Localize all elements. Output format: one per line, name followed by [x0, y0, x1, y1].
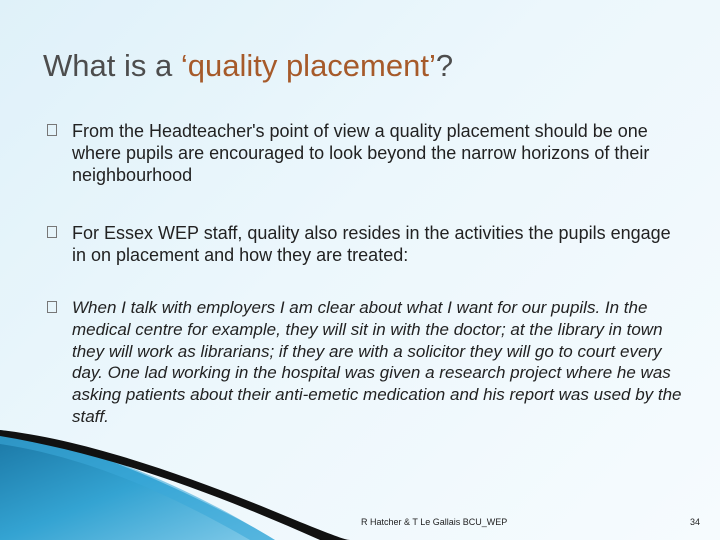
bullet-list — [46, 120, 686, 428]
title-text-end: ? — [435, 48, 454, 83]
title-accent-text: ‘quality placement’ — [180, 48, 436, 83]
bullet-text: For Essex WEP staff, quality also resides in the activities the pupils engage in on placement and how they are treated: — [72, 223, 671, 265]
bullet-item-quote — [46, 297, 686, 428]
square-bullet-icon — [46, 124, 58, 138]
bullet-item — [46, 222, 686, 266]
decorative-swoosh — [0, 430, 720, 540]
square-bullet-icon — [46, 226, 58, 240]
bullet-text: From the Headteacher's point of view a quality placement should be one where pupils are encouraged to look beyond the narrow horizons of their neighbourhood — [72, 121, 650, 185]
square-bullet-icon — [46, 301, 58, 315]
slide-title — [43, 48, 453, 84]
bullet-item — [46, 120, 686, 186]
bullet-quote-text: When I talk with employers I am clear about what I want for our pupils. In the medical centre for example, they will sit in with the doctor; at the library in town they will work as librarians; if they are with a solicitor they will go to court every day. One lad working in the hospital was given a research project where he was asking patients about their anti-emetic medication and his report was used by the staff. — [72, 298, 682, 426]
slide-footer: R Hatcher & T Le Gallais BCU_WEP — [361, 517, 508, 527]
title-text-start: What is a — [43, 48, 181, 83]
page-number: 34 — [690, 517, 701, 527]
